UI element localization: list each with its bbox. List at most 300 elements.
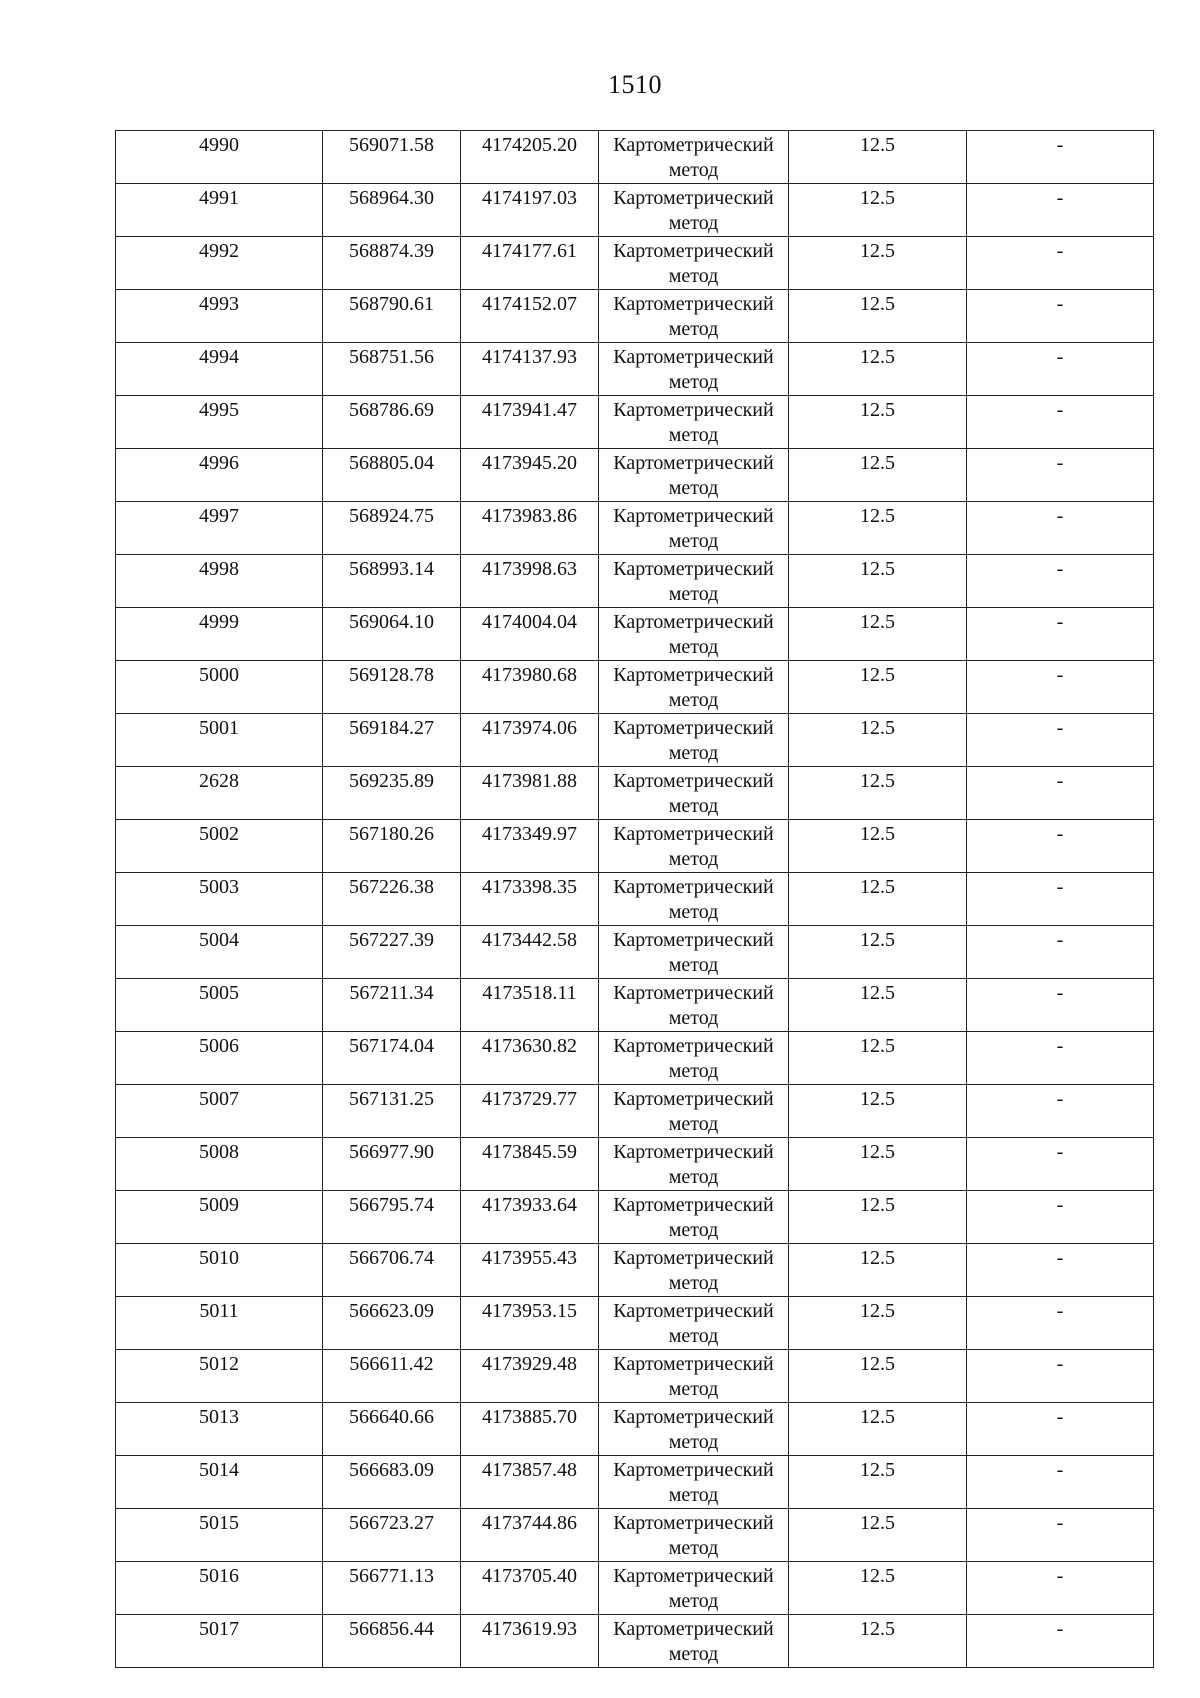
note-cell (967, 502, 1154, 555)
note-cell-text: - (1056, 399, 1064, 421)
y-coordinate-cell-text: 4173857.48 (482, 1459, 577, 1481)
y-coordinate-cell (461, 767, 599, 820)
y-coordinate-cell-text: 4173729.77 (482, 1088, 577, 1110)
x-coordinate-cell-text: 568751.56 (349, 346, 434, 368)
accuracy-cell (789, 926, 967, 979)
method-cell (599, 396, 789, 449)
note-cell (967, 873, 1154, 926)
accuracy-cell-text: 12.5 (860, 823, 895, 845)
point-id-cell-text: 5003 (199, 876, 239, 898)
x-coordinate-cell-text: 569235.89 (349, 770, 434, 792)
point-id-cell-text: 4991 (199, 187, 239, 209)
y-coordinate-cell (461, 396, 599, 449)
table-row (116, 1350, 1154, 1403)
accuracy-cell (789, 661, 967, 714)
point-id-cell-text: 4990 (199, 134, 239, 156)
accuracy-cell-text: 12.5 (860, 717, 895, 739)
accuracy-cell-text: 12.5 (860, 982, 895, 1004)
method-cell-text: Картометрический метод (613, 717, 774, 764)
note-cell-text: - (1056, 664, 1064, 686)
method-cell (599, 290, 789, 343)
point-id-cell-text: 4992 (199, 240, 239, 262)
y-coordinate-cell-text: 4173518.11 (482, 982, 577, 1004)
table-row (116, 926, 1154, 979)
method-cell (599, 502, 789, 555)
x-coordinate-cell-text: 566683.09 (349, 1459, 434, 1481)
x-coordinate-cell-text: 566977.90 (349, 1141, 434, 1163)
method-cell (599, 1085, 789, 1138)
x-coordinate-cell-text: 569064.10 (349, 611, 434, 633)
x-coordinate-cell (323, 1297, 461, 1350)
y-coordinate-cell (461, 1032, 599, 1085)
point-id-cell (116, 184, 323, 237)
y-coordinate-cell-text: 4174137.93 (482, 346, 577, 368)
y-coordinate-cell (461, 290, 599, 343)
accuracy-cell (789, 979, 967, 1032)
y-coordinate-cell-text: 4173885.70 (482, 1406, 577, 1428)
x-coordinate-cell-text: 568786.69 (349, 399, 434, 421)
accuracy-cell-text: 12.5 (860, 399, 895, 421)
note-cell (967, 131, 1154, 184)
note-cell (967, 555, 1154, 608)
method-cell (599, 873, 789, 926)
point-id-cell-text: 4998 (199, 558, 239, 580)
x-coordinate-cell-text: 568964.30 (349, 187, 434, 209)
method-cell (599, 343, 789, 396)
x-coordinate-cell (323, 1509, 461, 1562)
table-row (116, 1032, 1154, 1085)
point-id-cell (116, 1244, 323, 1297)
y-coordinate-cell-text: 4174177.61 (482, 240, 577, 262)
point-id-cell (116, 1456, 323, 1509)
accuracy-cell-text: 12.5 (860, 452, 895, 474)
y-coordinate-cell (461, 131, 599, 184)
note-cell-text: - (1056, 558, 1064, 580)
method-cell (599, 1032, 789, 1085)
x-coordinate-cell (323, 1032, 461, 1085)
note-cell-text: - (1056, 187, 1064, 209)
point-id-cell-text: 5001 (199, 717, 239, 739)
accuracy-cell-text: 12.5 (860, 1300, 895, 1322)
x-coordinate-cell (323, 237, 461, 290)
method-cell (599, 1244, 789, 1297)
x-coordinate-cell (323, 1403, 461, 1456)
accuracy-cell (789, 343, 967, 396)
method-cell-text: Картометрический метод (613, 1512, 774, 1559)
x-coordinate-cell-text: 566795.74 (349, 1194, 434, 1216)
point-id-cell-text: 5016 (199, 1565, 239, 1587)
accuracy-cell-text: 12.5 (860, 770, 895, 792)
point-id-cell (116, 767, 323, 820)
table-row (116, 1297, 1154, 1350)
accuracy-cell-text: 12.5 (860, 293, 895, 315)
x-coordinate-cell-text: 566640.66 (349, 1406, 434, 1428)
y-coordinate-cell-text: 4173974.06 (482, 717, 577, 739)
x-coordinate-cell-text: 566611.42 (349, 1353, 434, 1375)
table-row (116, 1615, 1154, 1668)
accuracy-cell (789, 1138, 967, 1191)
point-id-cell (116, 1085, 323, 1138)
accuracy-cell-text: 12.5 (860, 505, 895, 527)
note-cell (967, 1509, 1154, 1562)
point-id-cell (116, 343, 323, 396)
point-id-cell-text: 5002 (199, 823, 239, 845)
method-cell-text: Картометрический метод (613, 611, 774, 658)
table-row (116, 1509, 1154, 1562)
note-cell (967, 926, 1154, 979)
note-cell (967, 1191, 1154, 1244)
table-row (116, 555, 1154, 608)
y-coordinate-cell-text: 4174004.04 (482, 611, 577, 633)
accuracy-cell-text: 12.5 (860, 664, 895, 686)
note-cell (967, 1138, 1154, 1191)
method-cell-text: Картометрический метод (613, 1565, 774, 1612)
x-coordinate-cell (323, 1085, 461, 1138)
note-cell (967, 979, 1154, 1032)
accuracy-cell (789, 1085, 967, 1138)
y-coordinate-cell-text: 4174205.20 (482, 134, 577, 156)
accuracy-cell (789, 1562, 967, 1615)
method-cell-text: Картометрический метод (613, 1247, 774, 1294)
y-coordinate-cell (461, 184, 599, 237)
y-coordinate-cell (461, 926, 599, 979)
method-cell (599, 608, 789, 661)
y-coordinate-cell-text: 4173349.97 (482, 823, 577, 845)
table-row (116, 608, 1154, 661)
accuracy-cell (789, 820, 967, 873)
method-cell-text: Картометрический метод (613, 134, 774, 181)
x-coordinate-cell (323, 608, 461, 661)
table-row (116, 502, 1154, 555)
y-coordinate-cell (461, 449, 599, 502)
x-coordinate-cell-text: 567180.26 (349, 823, 434, 845)
note-cell-text: - (1056, 1353, 1064, 1375)
point-id-cell (116, 1138, 323, 1191)
point-id-cell (116, 1562, 323, 1615)
x-coordinate-cell-text: 566856.44 (349, 1618, 434, 1640)
accuracy-cell-text: 12.5 (860, 876, 895, 898)
accuracy-cell (789, 1350, 967, 1403)
y-coordinate-cell (461, 714, 599, 767)
x-coordinate-cell-text: 567211.34 (349, 982, 434, 1004)
accuracy-cell-text: 12.5 (860, 1353, 895, 1375)
y-coordinate-cell-text: 4173845.59 (482, 1141, 577, 1163)
method-cell (599, 131, 789, 184)
table-row (116, 767, 1154, 820)
note-cell-text: - (1056, 982, 1064, 1004)
method-cell (599, 1615, 789, 1668)
table-row (116, 820, 1154, 873)
note-cell (967, 449, 1154, 502)
accuracy-cell (789, 555, 967, 608)
point-id-cell (116, 661, 323, 714)
note-cell-text: - (1056, 452, 1064, 474)
point-id-cell-text: 2628 (199, 770, 239, 792)
note-cell (967, 1244, 1154, 1297)
y-coordinate-cell (461, 820, 599, 873)
method-cell-text: Картометрический метод (613, 1194, 774, 1241)
y-coordinate-cell-text: 4173619.93 (482, 1618, 577, 1640)
point-id-cell-text: 5013 (199, 1406, 239, 1428)
method-cell-text: Картометрический метод (613, 558, 774, 605)
accuracy-cell (789, 1032, 967, 1085)
accuracy-cell (789, 873, 967, 926)
accuracy-cell-text: 12.5 (860, 1406, 895, 1428)
y-coordinate-cell-text: 4173945.20 (482, 452, 577, 474)
method-cell-text: Картометрический метод (613, 1035, 774, 1082)
accuracy-cell (789, 184, 967, 237)
note-cell (967, 184, 1154, 237)
method-cell (599, 767, 789, 820)
point-id-cell (116, 1191, 323, 1244)
point-id-cell-text: 5015 (199, 1512, 239, 1534)
note-cell-text: - (1056, 1406, 1064, 1428)
method-cell (599, 714, 789, 767)
point-id-cell-text: 5000 (199, 664, 239, 686)
x-coordinate-cell (323, 131, 461, 184)
point-id-cell (116, 873, 323, 926)
point-id-cell-text: 5011 (199, 1300, 239, 1322)
table-row (116, 1191, 1154, 1244)
method-cell (599, 1297, 789, 1350)
point-id-cell (116, 131, 323, 184)
x-coordinate-cell-text: 567226.38 (349, 876, 434, 898)
note-cell (967, 767, 1154, 820)
accuracy-cell-text: 12.5 (860, 1088, 895, 1110)
note-cell (967, 1350, 1154, 1403)
y-coordinate-cell-text: 4173744.86 (482, 1512, 577, 1534)
note-cell (967, 1562, 1154, 1615)
note-cell-text: - (1056, 346, 1064, 368)
method-cell-text: Картометрический метод (613, 1406, 774, 1453)
x-coordinate-cell (323, 184, 461, 237)
point-id-cell (116, 926, 323, 979)
point-id-cell-text: 4995 (199, 399, 239, 421)
note-cell-text: - (1056, 240, 1064, 262)
note-cell-text: - (1056, 1459, 1064, 1481)
y-coordinate-cell (461, 873, 599, 926)
x-coordinate-cell (323, 555, 461, 608)
x-coordinate-cell (323, 1138, 461, 1191)
point-id-cell (116, 502, 323, 555)
note-cell (967, 396, 1154, 449)
y-coordinate-cell (461, 555, 599, 608)
accuracy-cell (789, 714, 967, 767)
x-coordinate-cell (323, 502, 461, 555)
accuracy-cell-text: 12.5 (860, 1459, 895, 1481)
point-id-cell (116, 290, 323, 343)
x-coordinate-cell (323, 714, 461, 767)
note-cell (967, 1085, 1154, 1138)
accuracy-cell-text: 12.5 (860, 240, 895, 262)
method-cell-text: Картометрический метод (613, 1353, 774, 1400)
accuracy-cell (789, 502, 967, 555)
point-id-cell-text: 5005 (199, 982, 239, 1004)
x-coordinate-cell-text: 566771.13 (349, 1565, 434, 1587)
x-coordinate-cell (323, 979, 461, 1032)
method-cell-text: Картометрический метод (613, 452, 774, 499)
method-cell-text: Картометрический метод (613, 1300, 774, 1347)
point-id-cell (116, 1403, 323, 1456)
point-id-cell (116, 1350, 323, 1403)
accuracy-cell (789, 449, 967, 502)
table-row (116, 1244, 1154, 1297)
point-id-cell (116, 608, 323, 661)
note-cell-text: - (1056, 1141, 1064, 1163)
method-cell (599, 820, 789, 873)
y-coordinate-cell (461, 1191, 599, 1244)
table-row (116, 714, 1154, 767)
accuracy-cell-text: 12.5 (860, 1141, 895, 1163)
point-id-cell (116, 396, 323, 449)
y-coordinate-cell (461, 343, 599, 396)
table-row (116, 290, 1154, 343)
point-id-cell-text: 4993 (199, 293, 239, 315)
note-cell (967, 661, 1154, 714)
x-coordinate-cell-text: 568924.75 (349, 505, 434, 527)
y-coordinate-cell-text: 4173980.68 (482, 664, 577, 686)
x-coordinate-cell-text: 568993.14 (349, 558, 434, 580)
y-coordinate-cell (461, 1138, 599, 1191)
point-id-cell-text: 5008 (199, 1141, 239, 1163)
method-cell-text: Картометрический метод (613, 1459, 774, 1506)
point-id-cell (116, 1032, 323, 1085)
method-cell (599, 1138, 789, 1191)
y-coordinate-cell (461, 1244, 599, 1297)
accuracy-cell-text: 12.5 (860, 1247, 895, 1269)
x-coordinate-cell-text: 566723.27 (349, 1512, 434, 1534)
method-cell (599, 1562, 789, 1615)
note-cell (967, 608, 1154, 661)
x-coordinate-cell (323, 661, 461, 714)
note-cell-text: - (1056, 505, 1064, 527)
x-coordinate-cell-text: 567131.25 (349, 1088, 434, 1110)
y-coordinate-cell-text: 4173933.64 (482, 1194, 577, 1216)
note-cell-text: - (1056, 770, 1064, 792)
table-row (116, 131, 1154, 184)
x-coordinate-cell-text: 567174.04 (349, 1035, 434, 1057)
accuracy-cell (789, 290, 967, 343)
note-cell (967, 1032, 1154, 1085)
point-id-cell-text: 5012 (199, 1353, 239, 1375)
x-coordinate-cell (323, 820, 461, 873)
method-cell-text: Картометрический метод (613, 293, 774, 340)
x-coordinate-cell (323, 1191, 461, 1244)
point-id-cell (116, 237, 323, 290)
note-cell (967, 343, 1154, 396)
y-coordinate-cell (461, 661, 599, 714)
x-coordinate-cell (323, 1244, 461, 1297)
y-coordinate-cell (461, 1085, 599, 1138)
y-coordinate-cell (461, 1562, 599, 1615)
y-coordinate-cell-text: 4173998.63 (482, 558, 577, 580)
method-cell-text: Картометрический метод (613, 770, 774, 817)
accuracy-cell-text: 12.5 (860, 558, 895, 580)
y-coordinate-cell (461, 979, 599, 1032)
accuracy-cell (789, 1456, 967, 1509)
x-coordinate-cell-text: 568805.04 (349, 452, 434, 474)
x-coordinate-cell-text: 566623.09 (349, 1300, 434, 1322)
accuracy-cell-text: 12.5 (860, 346, 895, 368)
point-id-cell-text: 5014 (199, 1459, 239, 1481)
accuracy-cell (789, 1244, 967, 1297)
y-coordinate-cell-text: 4174197.03 (482, 187, 577, 209)
x-coordinate-cell-text: 569071.58 (349, 134, 434, 156)
note-cell-text: - (1056, 1035, 1064, 1057)
y-coordinate-cell-text: 4174152.07 (482, 293, 577, 315)
x-coordinate-cell (323, 1615, 461, 1668)
y-coordinate-cell (461, 1350, 599, 1403)
y-coordinate-cell-text: 4173398.35 (482, 876, 577, 898)
x-coordinate-cell-text: 566706.74 (349, 1247, 434, 1269)
method-cell (599, 979, 789, 1032)
accuracy-cell (789, 396, 967, 449)
table-row (116, 873, 1154, 926)
y-coordinate-cell (461, 1456, 599, 1509)
accuracy-cell-text: 12.5 (860, 1512, 895, 1534)
y-coordinate-cell-text: 4173442.58 (482, 929, 577, 951)
y-coordinate-cell-text: 4173953.15 (482, 1300, 577, 1322)
method-cell-text: Картометрический метод (613, 982, 774, 1029)
method-cell-text: Картометрический метод (613, 876, 774, 923)
method-cell-text: Картометрический метод (613, 1141, 774, 1188)
y-coordinate-cell (461, 1615, 599, 1668)
point-id-cell (116, 1297, 323, 1350)
accuracy-cell-text: 12.5 (860, 611, 895, 633)
y-coordinate-cell (461, 237, 599, 290)
x-coordinate-cell (323, 290, 461, 343)
method-cell-text: Картометрический метод (613, 823, 774, 870)
table-row (116, 1562, 1154, 1615)
y-coordinate-cell (461, 1509, 599, 1562)
y-coordinate-cell (461, 502, 599, 555)
point-id-cell (116, 979, 323, 1032)
method-cell (599, 237, 789, 290)
method-cell-text: Картометрический метод (613, 505, 774, 552)
x-coordinate-cell (323, 767, 461, 820)
table-row (116, 343, 1154, 396)
coordinates-table-body (116, 131, 1154, 1668)
method-cell (599, 926, 789, 979)
x-coordinate-cell-text: 568874.39 (349, 240, 434, 262)
accuracy-cell (789, 1191, 967, 1244)
x-coordinate-cell-text: 569128.78 (349, 664, 434, 686)
y-coordinate-cell-text: 4173941.47 (482, 399, 577, 421)
accuracy-cell-text: 12.5 (860, 1565, 895, 1587)
note-cell-text: - (1056, 1247, 1064, 1269)
point-id-cell-text: 4999 (199, 611, 239, 633)
point-id-cell-text: 4996 (199, 452, 239, 474)
note-cell-text: - (1056, 1512, 1064, 1534)
note-cell (967, 290, 1154, 343)
method-cell-text: Картометрический метод (613, 664, 774, 711)
method-cell-text: Картометрический метод (613, 399, 774, 446)
y-coordinate-cell-text: 4173929.48 (482, 1353, 577, 1375)
table-row (116, 1085, 1154, 1138)
table-row (116, 1138, 1154, 1191)
x-coordinate-cell-text: 569184.27 (349, 717, 434, 739)
coordinates-table (115, 130, 1154, 1668)
accuracy-cell-text: 12.5 (860, 1035, 895, 1057)
note-cell-text: - (1056, 717, 1064, 739)
note-cell (967, 714, 1154, 767)
y-coordinate-cell-text: 4173983.86 (482, 505, 577, 527)
point-id-cell (116, 820, 323, 873)
method-cell (599, 1191, 789, 1244)
y-coordinate-cell-text: 4173630.82 (482, 1035, 577, 1057)
note-cell-text: - (1056, 1565, 1064, 1587)
note-cell-text: - (1056, 823, 1064, 845)
